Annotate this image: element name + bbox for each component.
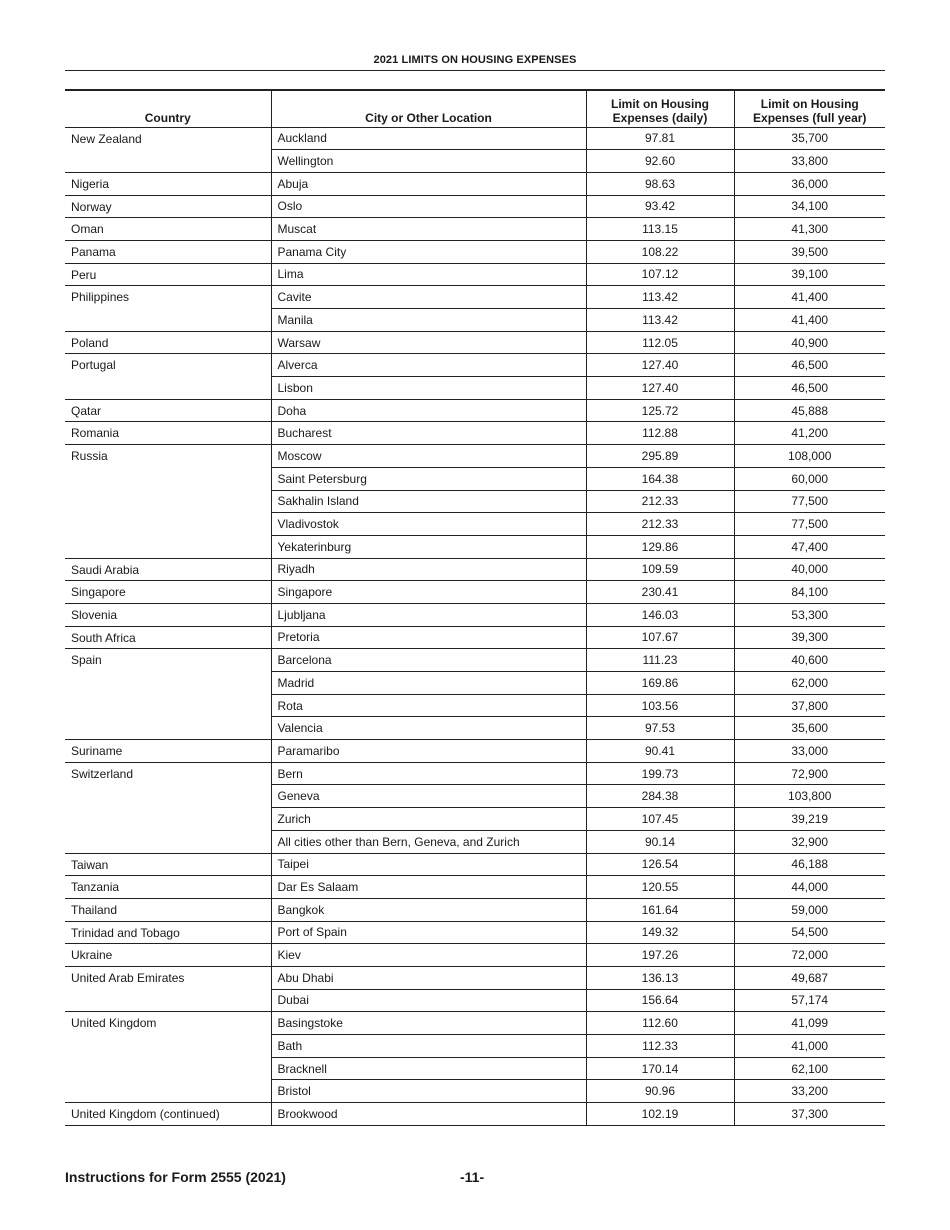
- full-year-limit-cell: 41,400: [734, 286, 885, 309]
- country-cell: United Kingdom (continued): [65, 1103, 271, 1126]
- location-cell: Brookwood: [271, 1103, 586, 1126]
- table-row: [65, 1103, 885, 1126]
- country-cell: Suriname: [65, 740, 271, 763]
- table-row: [65, 581, 885, 604]
- table-row: [65, 558, 885, 581]
- country-cell: Philippines: [65, 286, 271, 331]
- full-year-limit-cell: 35,700: [734, 127, 885, 150]
- daily-limit-cell: 295.89: [586, 445, 734, 468]
- full-year-limit-cell: 62,000: [734, 672, 885, 695]
- daily-limit-cell: 112.33: [586, 1035, 734, 1058]
- full-year-limit-cell: 41,099: [734, 1012, 885, 1035]
- full-year-limit-cell: 54,500: [734, 921, 885, 944]
- country-cell: Portugal: [65, 354, 271, 399]
- table-row: [65, 966, 885, 989]
- daily-limit-cell: 107.12: [586, 263, 734, 286]
- full-year-limit-cell: 72,900: [734, 762, 885, 785]
- full-year-limit-cell: 60,000: [734, 467, 885, 490]
- full-year-limit-cell: 33,200: [734, 1080, 885, 1103]
- table-row: [65, 1012, 885, 1035]
- country-cell: Peru: [65, 263, 271, 286]
- daily-limit-cell: 169.86: [586, 672, 734, 695]
- table-body: [65, 127, 885, 1125]
- location-cell: Sakhalin Island: [271, 490, 586, 513]
- daily-limit-cell: 120.55: [586, 876, 734, 899]
- full-year-limit-cell: 33,000: [734, 740, 885, 763]
- column-header-location: City or Other Location: [271, 90, 586, 127]
- daily-limit-cell: 146.03: [586, 603, 734, 626]
- page-header-title: 2021 LIMITS ON HOUSING EXPENSES: [373, 54, 577, 66]
- country-cell: Singapore: [65, 581, 271, 604]
- location-cell: Dubai: [271, 989, 586, 1012]
- table-row: [65, 853, 885, 876]
- country-cell: Oman: [65, 218, 271, 241]
- table-header-row: [65, 90, 885, 127]
- location-cell: All cities other than Bern, Geneva, and Zurich: [271, 830, 586, 853]
- country-cell: United Arab Emirates: [65, 966, 271, 1011]
- column-header-full-year-label: Limit on Housing Expenses (full year): [753, 96, 867, 125]
- daily-limit-cell: 284.38: [586, 785, 734, 808]
- daily-limit-cell: 136.13: [586, 966, 734, 989]
- location-cell: Rota: [271, 694, 586, 717]
- location-cell: Oslo: [271, 195, 586, 218]
- daily-limit-cell: 90.14: [586, 830, 734, 853]
- daily-limit-cell: 93.42: [586, 195, 734, 218]
- location-cell: Abu Dhabi: [271, 966, 586, 989]
- country-cell: Trinidad and Tobago: [65, 921, 271, 944]
- full-year-limit-cell: 46,500: [734, 354, 885, 377]
- country-cell: Poland: [65, 331, 271, 354]
- table-row: [65, 354, 885, 377]
- full-year-limit-cell: 41,000: [734, 1035, 885, 1058]
- location-cell: Cavite: [271, 286, 586, 309]
- daily-limit-cell: 112.88: [586, 422, 734, 445]
- table-row: [65, 944, 885, 967]
- full-year-limit-cell: 40,900: [734, 331, 885, 354]
- full-year-limit-cell: 41,400: [734, 309, 885, 332]
- location-cell: Yekaterinburg: [271, 535, 586, 558]
- footer-form-title: Instructions for Form 2555 (2021): [65, 1169, 286, 1185]
- footer-page-number: -11-: [460, 1169, 485, 1185]
- full-year-limit-cell: 32,900: [734, 830, 885, 853]
- full-year-limit-cell: 103,800: [734, 785, 885, 808]
- daily-limit-cell: 113.42: [586, 286, 734, 309]
- table-row: [65, 240, 885, 263]
- daily-limit-cell: 127.40: [586, 354, 734, 377]
- table-row: [65, 422, 885, 445]
- column-header-full-year: [734, 90, 885, 127]
- country-cell: Russia: [65, 445, 271, 558]
- location-cell: Riyadh: [271, 558, 586, 581]
- full-year-limit-cell: 77,500: [734, 490, 885, 513]
- full-year-limit-cell: 44,000: [734, 876, 885, 899]
- daily-limit-cell: 112.60: [586, 1012, 734, 1035]
- table-row: [65, 445, 885, 468]
- daily-limit-cell: 107.67: [586, 626, 734, 649]
- daily-limit-cell: 212.33: [586, 513, 734, 536]
- table-row: [65, 876, 885, 899]
- daily-limit-cell: 230.41: [586, 581, 734, 604]
- full-year-limit-cell: 84,100: [734, 581, 885, 604]
- full-year-limit-cell: 41,200: [734, 422, 885, 445]
- daily-limit-cell: 129.86: [586, 535, 734, 558]
- table-row: [65, 898, 885, 921]
- location-cell: Wellington: [271, 150, 586, 173]
- daily-limit-cell: 113.42: [586, 309, 734, 332]
- country-cell: Nigeria: [65, 172, 271, 195]
- full-year-limit-cell: 46,188: [734, 853, 885, 876]
- table-row: [65, 399, 885, 422]
- location-cell: Ljubljana: [271, 603, 586, 626]
- location-cell: Abuja: [271, 172, 586, 195]
- country-cell: Thailand: [65, 898, 271, 921]
- full-year-limit-cell: 39,500: [734, 240, 885, 263]
- full-year-limit-cell: 59,000: [734, 898, 885, 921]
- housing-limits-table: [65, 89, 885, 1126]
- country-cell: Spain: [65, 649, 271, 740]
- location-cell: Moscow: [271, 445, 586, 468]
- daily-limit-cell: 125.72: [586, 399, 734, 422]
- daily-limit-cell: 111.23: [586, 649, 734, 672]
- table-row: [65, 195, 885, 218]
- column-header-daily: [586, 90, 734, 127]
- table-row: [65, 762, 885, 785]
- daily-limit-cell: 109.59: [586, 558, 734, 581]
- country-cell: Panama: [65, 240, 271, 263]
- full-year-limit-cell: 45,888: [734, 399, 885, 422]
- full-year-limit-cell: 47,400: [734, 535, 885, 558]
- full-year-limit-cell: 41,300: [734, 218, 885, 241]
- daily-limit-cell: 161.64: [586, 898, 734, 921]
- location-cell: Barcelona: [271, 649, 586, 672]
- daily-limit-cell: 164.38: [586, 467, 734, 490]
- daily-limit-cell: 102.19: [586, 1103, 734, 1126]
- table-row: [65, 921, 885, 944]
- full-year-limit-cell: 35,600: [734, 717, 885, 740]
- table-row: [65, 286, 885, 309]
- location-cell: Alverca: [271, 354, 586, 377]
- table-row: [65, 263, 885, 286]
- full-year-limit-cell: 49,687: [734, 966, 885, 989]
- table-row: [65, 649, 885, 672]
- table-row: [65, 603, 885, 626]
- location-cell: Taipei: [271, 853, 586, 876]
- daily-limit-cell: 126.54: [586, 853, 734, 876]
- country-cell: New Zealand: [65, 127, 271, 172]
- country-cell: Romania: [65, 422, 271, 445]
- location-cell: Panama City: [271, 240, 586, 263]
- location-cell: Saint Petersburg: [271, 467, 586, 490]
- country-cell: United Kingdom: [65, 1012, 271, 1103]
- country-cell: South Africa: [65, 626, 271, 649]
- full-year-limit-cell: 46,500: [734, 377, 885, 400]
- table-row: [65, 740, 885, 763]
- location-cell: Madrid: [271, 672, 586, 695]
- daily-limit-cell: 156.64: [586, 989, 734, 1012]
- daily-limit-cell: 103.56: [586, 694, 734, 717]
- country-cell: Taiwan: [65, 853, 271, 876]
- full-year-limit-cell: 57,174: [734, 989, 885, 1012]
- country-cell: Ukraine: [65, 944, 271, 967]
- daily-limit-cell: 90.96: [586, 1080, 734, 1103]
- location-cell: Geneva: [271, 785, 586, 808]
- daily-limit-cell: 90.41: [586, 740, 734, 763]
- daily-limit-cell: 212.33: [586, 490, 734, 513]
- table-row: [65, 172, 885, 195]
- location-cell: Kiev: [271, 944, 586, 967]
- country-cell: Tanzania: [65, 876, 271, 899]
- full-year-limit-cell: 40,000: [734, 558, 885, 581]
- location-cell: Basingstoke: [271, 1012, 586, 1035]
- table-row: [65, 127, 885, 150]
- country-cell: Slovenia: [65, 603, 271, 626]
- location-cell: Bath: [271, 1035, 586, 1058]
- header-divider: [65, 70, 885, 71]
- daily-limit-cell: 197.26: [586, 944, 734, 967]
- full-year-limit-cell: 72,000: [734, 944, 885, 967]
- location-cell: Auckland: [271, 127, 586, 150]
- location-cell: Lima: [271, 263, 586, 286]
- daily-limit-cell: 92.60: [586, 150, 734, 173]
- daily-limit-cell: 113.15: [586, 218, 734, 241]
- full-year-limit-cell: 77,500: [734, 513, 885, 536]
- full-year-limit-cell: 39,100: [734, 263, 885, 286]
- daily-limit-cell: 199.73: [586, 762, 734, 785]
- location-cell: Singapore: [271, 581, 586, 604]
- column-header-daily-label: Limit on Housing Expenses (daily): [611, 96, 709, 125]
- daily-limit-cell: 107.45: [586, 808, 734, 831]
- daily-limit-cell: 98.63: [586, 172, 734, 195]
- location-cell: Valencia: [271, 717, 586, 740]
- location-cell: Manila: [271, 309, 586, 332]
- full-year-limit-cell: 39,219: [734, 808, 885, 831]
- location-cell: Lisbon: [271, 377, 586, 400]
- location-cell: Vladivostok: [271, 513, 586, 536]
- location-cell: Bracknell: [271, 1057, 586, 1080]
- location-cell: Dar Es Salaam: [271, 876, 586, 899]
- full-year-limit-cell: 37,800: [734, 694, 885, 717]
- full-year-limit-cell: 40,600: [734, 649, 885, 672]
- location-cell: Muscat: [271, 218, 586, 241]
- table-row: [65, 331, 885, 354]
- location-cell: Warsaw: [271, 331, 586, 354]
- full-year-limit-cell: 36,000: [734, 172, 885, 195]
- location-cell: Bristol: [271, 1080, 586, 1103]
- country-cell: Qatar: [65, 399, 271, 422]
- full-year-limit-cell: 53,300: [734, 603, 885, 626]
- location-cell: Pretoria: [271, 626, 586, 649]
- location-cell: Bangkok: [271, 898, 586, 921]
- daily-limit-cell: 108.22: [586, 240, 734, 263]
- full-year-limit-cell: 108,000: [734, 445, 885, 468]
- daily-limit-cell: 97.81: [586, 127, 734, 150]
- location-cell: Doha: [271, 399, 586, 422]
- location-cell: Port of Spain: [271, 921, 586, 944]
- full-year-limit-cell: 62,100: [734, 1057, 885, 1080]
- column-header-country: Country: [65, 90, 271, 127]
- location-cell: Zurich: [271, 808, 586, 831]
- full-year-limit-cell: 34,100: [734, 195, 885, 218]
- country-cell: Saudi Arabia: [65, 558, 271, 581]
- daily-limit-cell: 97.53: [586, 717, 734, 740]
- daily-limit-cell: 112.05: [586, 331, 734, 354]
- full-year-limit-cell: 37,300: [734, 1103, 885, 1126]
- table-row: [65, 626, 885, 649]
- country-cell: Switzerland: [65, 762, 271, 853]
- table-row: [65, 218, 885, 241]
- full-year-limit-cell: 33,800: [734, 150, 885, 173]
- location-cell: Bucharest: [271, 422, 586, 445]
- full-year-limit-cell: 39,300: [734, 626, 885, 649]
- daily-limit-cell: 149.32: [586, 921, 734, 944]
- daily-limit-cell: 170.14: [586, 1057, 734, 1080]
- location-cell: Paramaribo: [271, 740, 586, 763]
- country-cell: Norway: [65, 195, 271, 218]
- daily-limit-cell: 127.40: [586, 377, 734, 400]
- location-cell: Bern: [271, 762, 586, 785]
